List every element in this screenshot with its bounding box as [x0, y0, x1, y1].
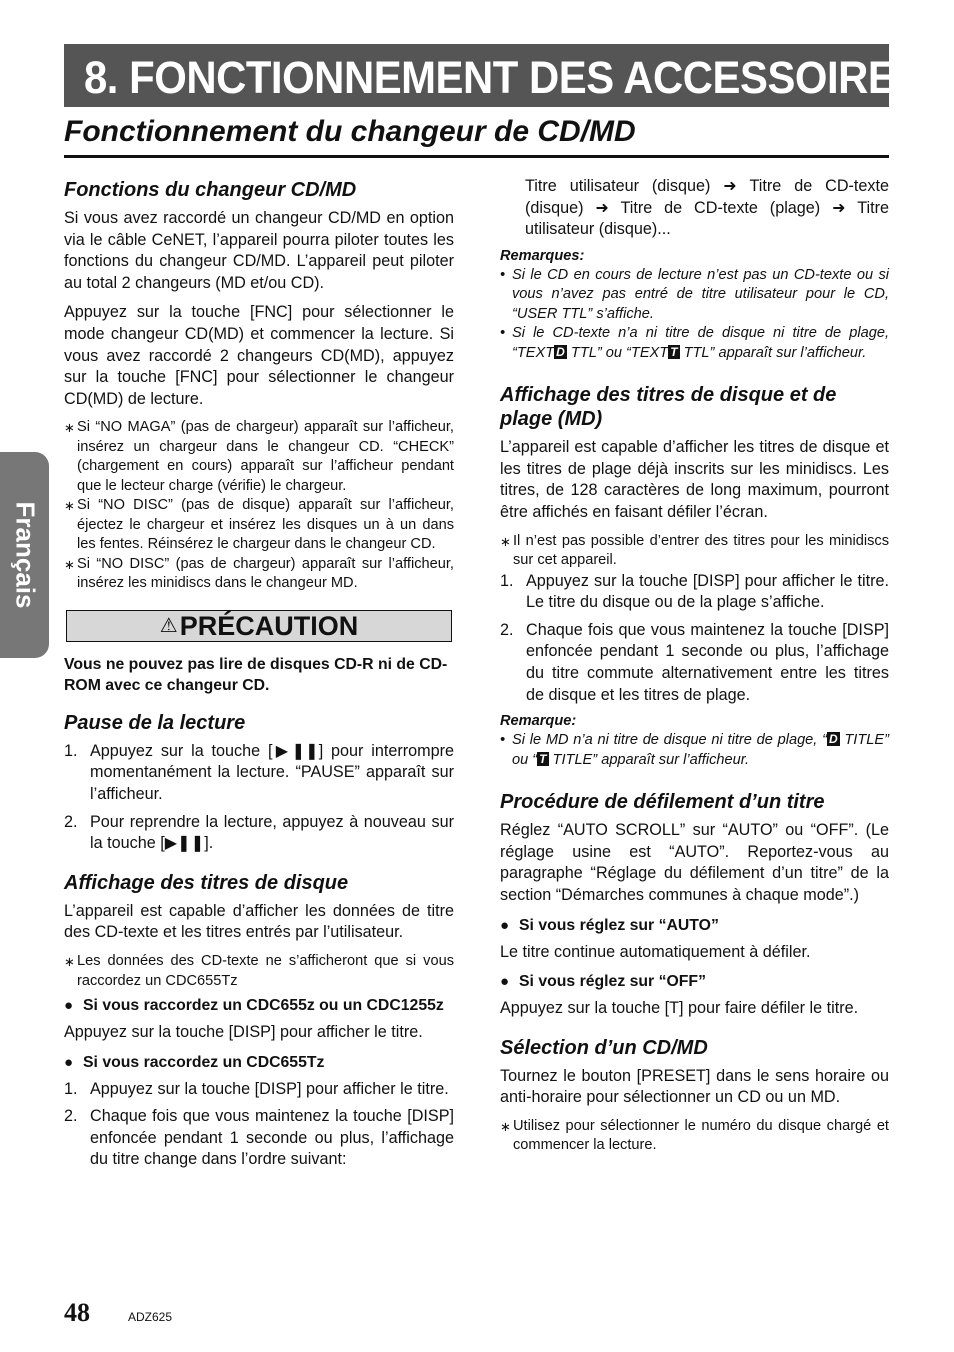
caution-box: [66, 610, 452, 642]
heading-pause: Pause de la lecture: [64, 711, 246, 734]
paragraph: Appuyez sur la touche [T] pour faire défiler le titre.: [500, 999, 859, 1018]
heading-defilement: Procédure de défilement d’un titre: [500, 791, 825, 814]
chapter-header: [64, 44, 923, 107]
paragraph: L’appareil est capable d’afficher les titres de disque et les titres de plage déjà inscrits sur les minidiscs. Les titres, de 128 caractères de long maximum, pourront être affichés en faisant défiler l’écran.: [500, 438, 889, 522]
chapter-title: 8. FONCTIONNEMENT DES ACCESSOIRES: [84, 52, 923, 103]
remarks-title: Remarques:: [500, 247, 585, 264]
asterisk-icon: ∗: [500, 1118, 511, 1134]
heading-affichage-disque: Affichage des titres de disque: [64, 871, 349, 894]
paragraph: Appuyez sur la touche [FNC] pour sélectionner le mode changeur CD(MD) et commencer la lecture. Si vous avez raccordé 2 changeurs CD(MD), appuyez sur la touche [FNC] pour sélectionner le changeur CD(MD) de lecture.: [64, 303, 454, 408]
paragraph: L’appareil est capable d’afficher les données de titre des CD-texte et les titres entrés par l’utilisateur.: [64, 901, 454, 942]
asterisk-icon: ∗: [64, 420, 75, 436]
subtitle-divider: [64, 155, 889, 158]
asterisk-icon: ∗: [64, 556, 75, 572]
asterisk-icon: ∗: [64, 498, 75, 514]
note-item: ∗ Il n’est pas possible d’entrer des titres pour les minidiscs sur cet appareil.: [500, 532, 889, 569]
language-tab: [0, 452, 49, 658]
caution-text: Vous ne pouvez pas lire de disques CD-R ni de CD-ROM avec ce changeur CD.: [64, 655, 448, 695]
note-text: Si “NO DISC” (pas de chargeur) apparaît sur l’afficheur, insérez les minidiscs dans le changeur MD.: [77, 555, 454, 592]
track-t-icon: T: [539, 751, 547, 766]
heading-selection: Sélection d’un CD/MD: [500, 1036, 708, 1059]
bullet-heading: ● Si vous réglez sur “OFF”: [500, 973, 706, 991]
model-code: ADZ625: [128, 1310, 173, 1324]
paragraph: Le titre continue automatiquement à défiler.: [500, 942, 811, 961]
bullet-heading: ● Si vous raccordez un CDC655z ou un CDC1255z: [64, 997, 444, 1014]
note-item: [64, 496, 454, 555]
language-tab-label: Français: [10, 501, 41, 609]
remark-title: Remarque:: [500, 713, 577, 730]
note-item: [64, 555, 454, 594]
paragraph: Si vous avez raccordé un changeur CD/MD en option via le câble CeNET, l’appareil pourra piloter toutes les fonctions du changeur CD/MD. L’appareil peut piloter au total 2 changeurs (MD et/ou CD).: [64, 209, 454, 292]
bullet-heading: ● Si vous raccordez un CDC655Tz: [64, 1053, 325, 1071]
list-item: 1. Appuyez sur la touche [DISP] pour afficher le titre.: [64, 1079, 449, 1098]
note-text: Si “NO MAGA” (pas de chargeur) apparaît sur l’afficheur, insérez un chargeur dans le changeur CD. “CHECK” (chargement en cours) apparaît sur l’afficheur pendant que le lecteur charge (vérifie) le chargeur.: [77, 419, 454, 494]
note-text: Si “NO DISC” (pas de disque) apparaît sur l’afficheur, éjectez le chargeur et insérez les disques un à un dans les fentes. Réinsérez le chargeur dans le changeur CD.: [77, 497, 454, 553]
bullet-icon: ●: [500, 973, 510, 991]
list-item: 2. Chaque fois que vous maintenez la touche [DISP] enfoncée pendant 1 seconde ou plus, l’affichage du titre change dans l’ordre suivant:: [64, 1107, 454, 1169]
remark-item: • Si le MD n’a ni titre de disque ni titre de plage, “ D TITLE” ou “ T TITLE” apparaît sur l’afficheur.: [500, 732, 889, 768]
left-column: [64, 170, 454, 1177]
track-t-icon: T: [670, 344, 678, 359]
note-item: ∗ Utilisez pour sélectionner le numéro du disque chargé et commencer la lecture.: [500, 1117, 889, 1154]
paragraph: Tournez le bouton [PRESET] dans le sens horaire ou anti-horaire pour sélectionner un CD ou un MD.: [500, 1066, 889, 1107]
disc-d-icon: D: [828, 732, 838, 747]
heading-fonctions: Fonctions du changeur CD/MD: [64, 179, 357, 201]
remark-item: • Si le CD-texte n’a ni titre de disque ni titre de plage, “TEXT D TTL” ou “TEXT T TTL” apparaît sur l’afficheur.: [500, 325, 889, 361]
note-item: [64, 418, 454, 496]
page-number: 48: [64, 1298, 90, 1327]
bullet-icon: ●: [64, 1053, 74, 1071]
paragraph: Appuyez sur la touche [DISP] pour afficher le titre.: [64, 1023, 423, 1041]
caution-label: PRÉCAUTION: [179, 610, 359, 641]
bullet-icon: ●: [64, 997, 74, 1014]
section-subtitle: Fonctionnement du changeur de CD/MD: [64, 115, 636, 148]
list-item: 2. Pour reprendre la lecture, appuyez à nouveau sur la touche [▶❚❚].: [64, 812, 454, 853]
paragraph: Réglez “AUTO SCROLL” sur “AUTO” ou “OFF”. (Le réglage usine est “AUTO”. Reportez-vous au paragraphe “Réglage du défilement d’un titre” de la section “Démarches communes à chaque mode”.): [500, 821, 889, 904]
list-item: 1. Appuyez sur la touche [DISP] pour afficher le titre. Le titre du disque ou de la plage s’affiche.: [500, 571, 889, 612]
bullet-icon: ●: [500, 916, 510, 934]
note-item: ∗ Les données des CD-texte ne s’afficheront que si vous raccordez un CDC655Tz: [64, 953, 454, 989]
right-column: [500, 170, 889, 1156]
disc-d-icon: D: [556, 344, 565, 359]
remark-item: • Si le CD en cours de lecture n’est pas un CD-texte ou si vous n’avez pas entré de titre utilisateur pour le CD, “USER TTL” s’affiche.: [500, 266, 889, 322]
list-item: 1. Appuyez sur la touche [▶❚❚] pour interrompre momentanément la lecture. “PAUSE” apparaît sur l’afficheur.: [64, 741, 454, 804]
bullet-heading: ● Si vous réglez sur “AUTO”: [500, 916, 719, 934]
title-order-text: Titre utilisateur (disque) ➜ Titre de CD-texte (disque) ➜ Titre de CD-texte (plage) ➜ Titre utilisateur (disque)...: [525, 177, 889, 239]
warning-icon: ⚠: [159, 614, 178, 637]
asterisk-icon: ∗: [500, 533, 511, 549]
heading-affichage-md: Affichage des titres de disque et de plage (MD): [500, 384, 837, 431]
asterisk-icon: ∗: [64, 954, 75, 969]
list-item: 2. Chaque fois que vous maintenez la touche [DISP] enfoncée pendant 1 seconde ou plus, l’affichage du titre commute alternativement entre les titres de disque et les titres de plage.: [500, 620, 889, 704]
